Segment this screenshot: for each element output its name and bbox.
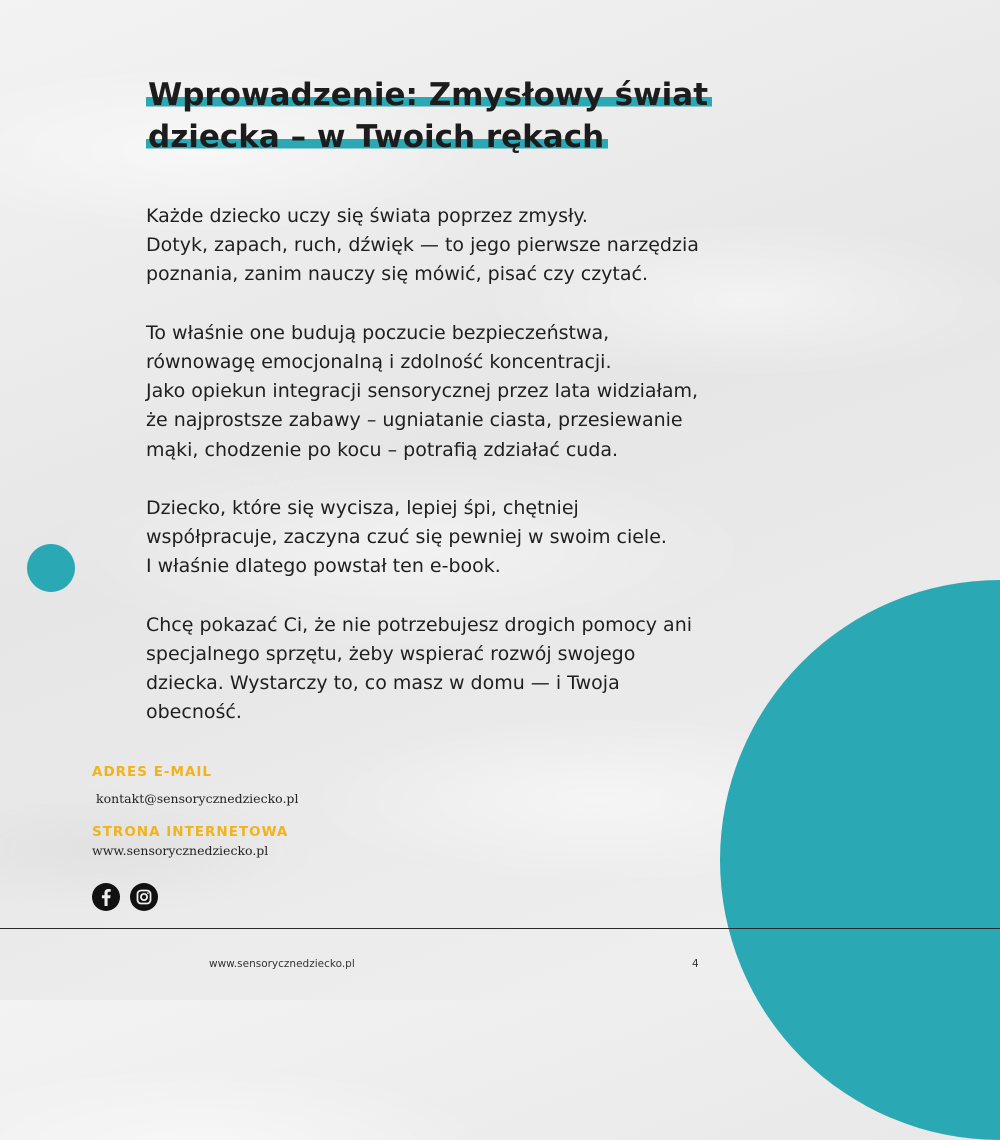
page-title [146, 74, 712, 158]
facebook-icon[interactable] [92, 883, 120, 911]
page-number: 4 [692, 958, 699, 970]
paragraph-2: To właśnie one budują poczucie bezpieczeństwa, równowagę emocjonalną i zdolność koncentracji. Jako opiekun integracji sensorycznej przez lata widziałam, że najprostsze zabawy – ugniatanie ciasta, przesiewanie mąki, chodzenie po kocu – potrafią zdziałać cuda. [146, 321, 699, 461]
website-value[interactable]: www.sensorycznedziecko.pl [92, 843, 269, 858]
title-line-1: Wprowadzenie: Zmysłowy świat [146, 77, 712, 113]
email-value[interactable]: kontakt@sensorycznedziecko.pl [96, 791, 299, 806]
body-text [146, 202, 766, 728]
paragraph-1: Każde dziecko uczy się świata poprzez zmysły. Dotyk, zapach, ruch, dźwięk — to jego pierwsze narzędzia poznania, zanim nauczy się mówić, pisać czy czytać. [146, 205, 699, 286]
website-label: STRONA INTERNETOWA [92, 824, 289, 840]
title-line-2: dziecka – w Twoich rękach [146, 119, 608, 155]
footer-url[interactable]: www.sensorycznedziecko.pl [209, 958, 355, 970]
footer-divider [0, 928, 1000, 929]
decorative-circle-small [27, 544, 75, 592]
email-label: ADRES E-MAIL [92, 764, 213, 780]
paragraph-4: Chcę pokazać Ci, że nie potrzebujesz drogich pomocy ani specjalnego sprzętu, żeby wspierać rozwój swojego dziecka. Wystarczy to, co masz w domu — i Twoja obecność. [146, 613, 693, 724]
instagram-icon[interactable] [130, 883, 158, 911]
paragraph-3: Dziecko, które się wycisza, lepiej śpi, chętniej współpracuje, zaczyna czuć się pewniej w swoim ciele. I właśnie dlatego powstał ten e-book. [146, 497, 667, 578]
